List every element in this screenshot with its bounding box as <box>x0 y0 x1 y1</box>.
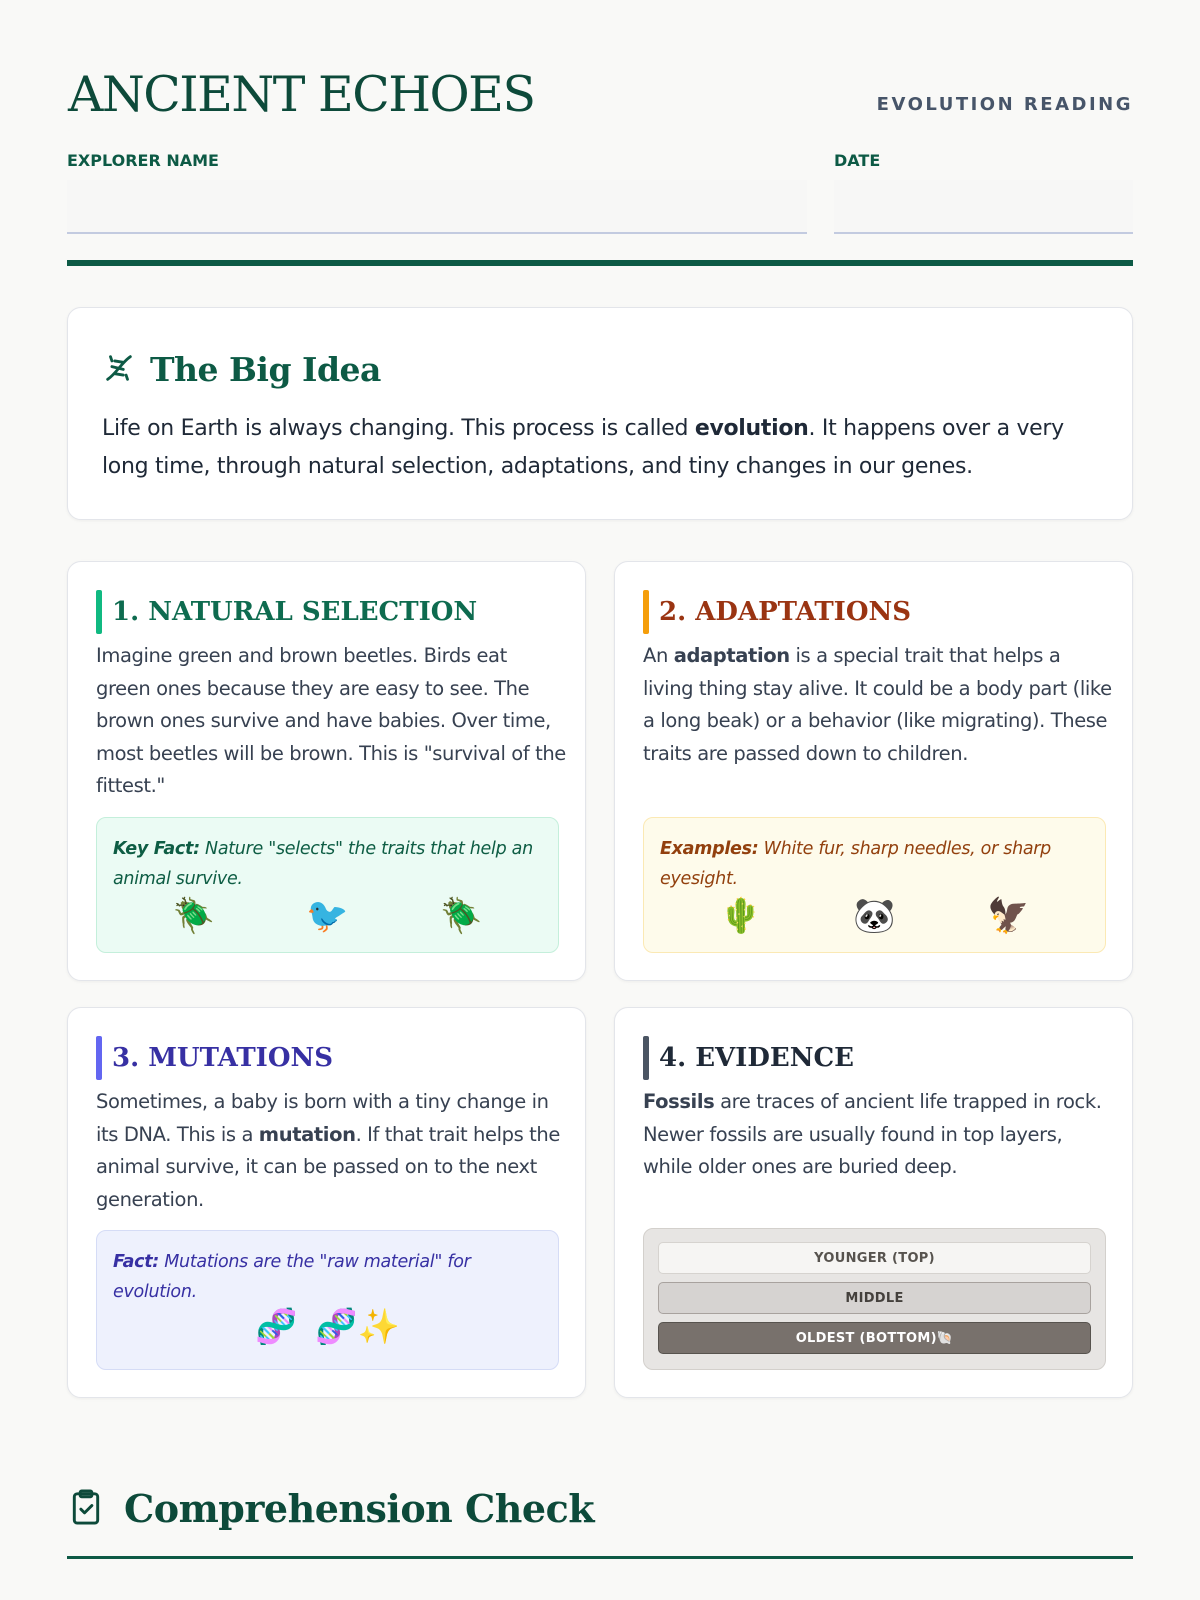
adaptations-title: 2. ADAPTATIONS <box>643 590 911 634</box>
strata-layer-bottom: OLDEST (BOTTOM)🐚 <box>658 1322 1091 1354</box>
comprehension-header <box>68 1486 594 1531</box>
icon-row <box>644 896 1105 936</box>
bird-icon: 🐦 <box>306 896 349 936</box>
cactus-icon: 🌵 <box>719 896 762 936</box>
dna-icon <box>102 351 150 389</box>
adaptations-text-part: is a special trait that helps a living thing stay alive. It could be a body part (like a long beak) or a behavior (like migrating). These traits are passed down to children. <box>643 644 1112 765</box>
big-idea-keyword: evolution <box>694 416 809 441</box>
panda-icon: 🐼 <box>853 896 896 936</box>
key-fact-text <box>113 834 542 894</box>
strata-layer-middle: MIDDLE <box>658 1282 1091 1314</box>
natural-selection-title: 1. NATURAL SELECTION <box>96 590 477 634</box>
big-idea-text <box>102 410 1092 486</box>
adaptations-card <box>614 561 1133 981</box>
beetle-icon: 🪲 <box>439 896 483 936</box>
date-label: DATE <box>834 151 881 170</box>
comprehension-title: Comprehension Check <box>124 1486 595 1531</box>
adaptation-keyword: adaptation <box>673 644 790 667</box>
page-subtitle: EVOLUTION READING <box>876 94 1133 115</box>
evidence-text-part: are traces of ancient life trapped in rock. Newer fossils are usually found in top layers, while older ones are buried deep. <box>643 1090 1102 1178</box>
big-idea-text-part: Life on Earth is always changing. This process is called <box>102 416 695 441</box>
dna-icon: 🧬 <box>254 1307 298 1347</box>
mutations-text-part: Sometimes, a baby is born with a tiny change in its DNA. This is a <box>96 1090 549 1146</box>
header-divider <box>67 260 1133 266</box>
icon-row <box>97 1307 558 1347</box>
dna-sparkle-icon: 🧬✨ <box>315 1307 400 1347</box>
mutation-fact-body: Mutations are the "raw material" for evolution. <box>113 1252 471 1302</box>
natural-selection-card <box>67 561 586 981</box>
fossils-keyword: Fossils <box>643 1090 715 1113</box>
date-field[interactable] <box>834 180 1133 234</box>
mutation-fact-text <box>113 1247 542 1307</box>
big-idea-text-part: . It happens over a very long time, through natural selection, adaptations, and tiny changes in our genes. <box>102 416 1064 479</box>
explorer-name-input[interactable] <box>67 180 807 232</box>
rock-strata-diagram <box>643 1228 1106 1370</box>
mutation-fact-label: Fact: <box>113 1252 159 1272</box>
adaptations-text-part: An <box>643 644 674 667</box>
date-input[interactable] <box>834 180 1133 232</box>
natural-selection-text: Imagine green and brown beetles. Birds eat green ones because they are easy to see. The brown ones survive and have babies. Over time, most beetles will be brown. This is "survival of the fittest." <box>96 644 566 797</box>
mutations-title: 3. MUTATIONS <box>96 1036 333 1080</box>
explorer-name-field[interactable] <box>67 180 807 234</box>
comprehension-divider <box>67 1556 1133 1559</box>
examples-label: Examples: <box>660 839 759 859</box>
examples-body: White fur, sharp needles, or sharp eyesight. <box>660 839 1051 889</box>
key-fact-box <box>96 817 559 953</box>
page-title: ANCIENT ECHOES <box>68 66 535 123</box>
mutations-text <box>96 1086 566 1216</box>
mutation-keyword: mutation <box>258 1122 356 1146</box>
beetle-icon: 🪲 <box>172 896 215 936</box>
evidence-card <box>614 1007 1133 1398</box>
strata-layer-top: YOUNGER (TOP) <box>658 1242 1091 1274</box>
clipboard-check-icon <box>68 1488 124 1530</box>
examples-box <box>643 817 1106 953</box>
key-fact-body: Nature "selects" the traits that help an animal survive. <box>113 839 533 889</box>
key-fact-label: Key Fact: <box>113 839 200 859</box>
big-idea-card <box>67 307 1133 520</box>
evidence-text <box>643 1086 1113 1184</box>
eagle-icon: 🦅 <box>986 896 1030 936</box>
evidence-title: 4. EVIDENCE <box>643 1036 854 1080</box>
mutations-card <box>67 1007 586 1398</box>
mutations-text-part: . If that trait helps the animal survive, it can be passed on to the next generation. <box>96 1122 560 1211</box>
mutation-fact-box <box>96 1230 559 1370</box>
adaptations-text <box>643 640 1113 770</box>
big-idea-title: The Big Idea <box>150 350 381 389</box>
icon-row <box>97 896 558 936</box>
explorer-name-label: EXPLORER NAME <box>67 151 219 170</box>
examples-text <box>660 834 1089 894</box>
